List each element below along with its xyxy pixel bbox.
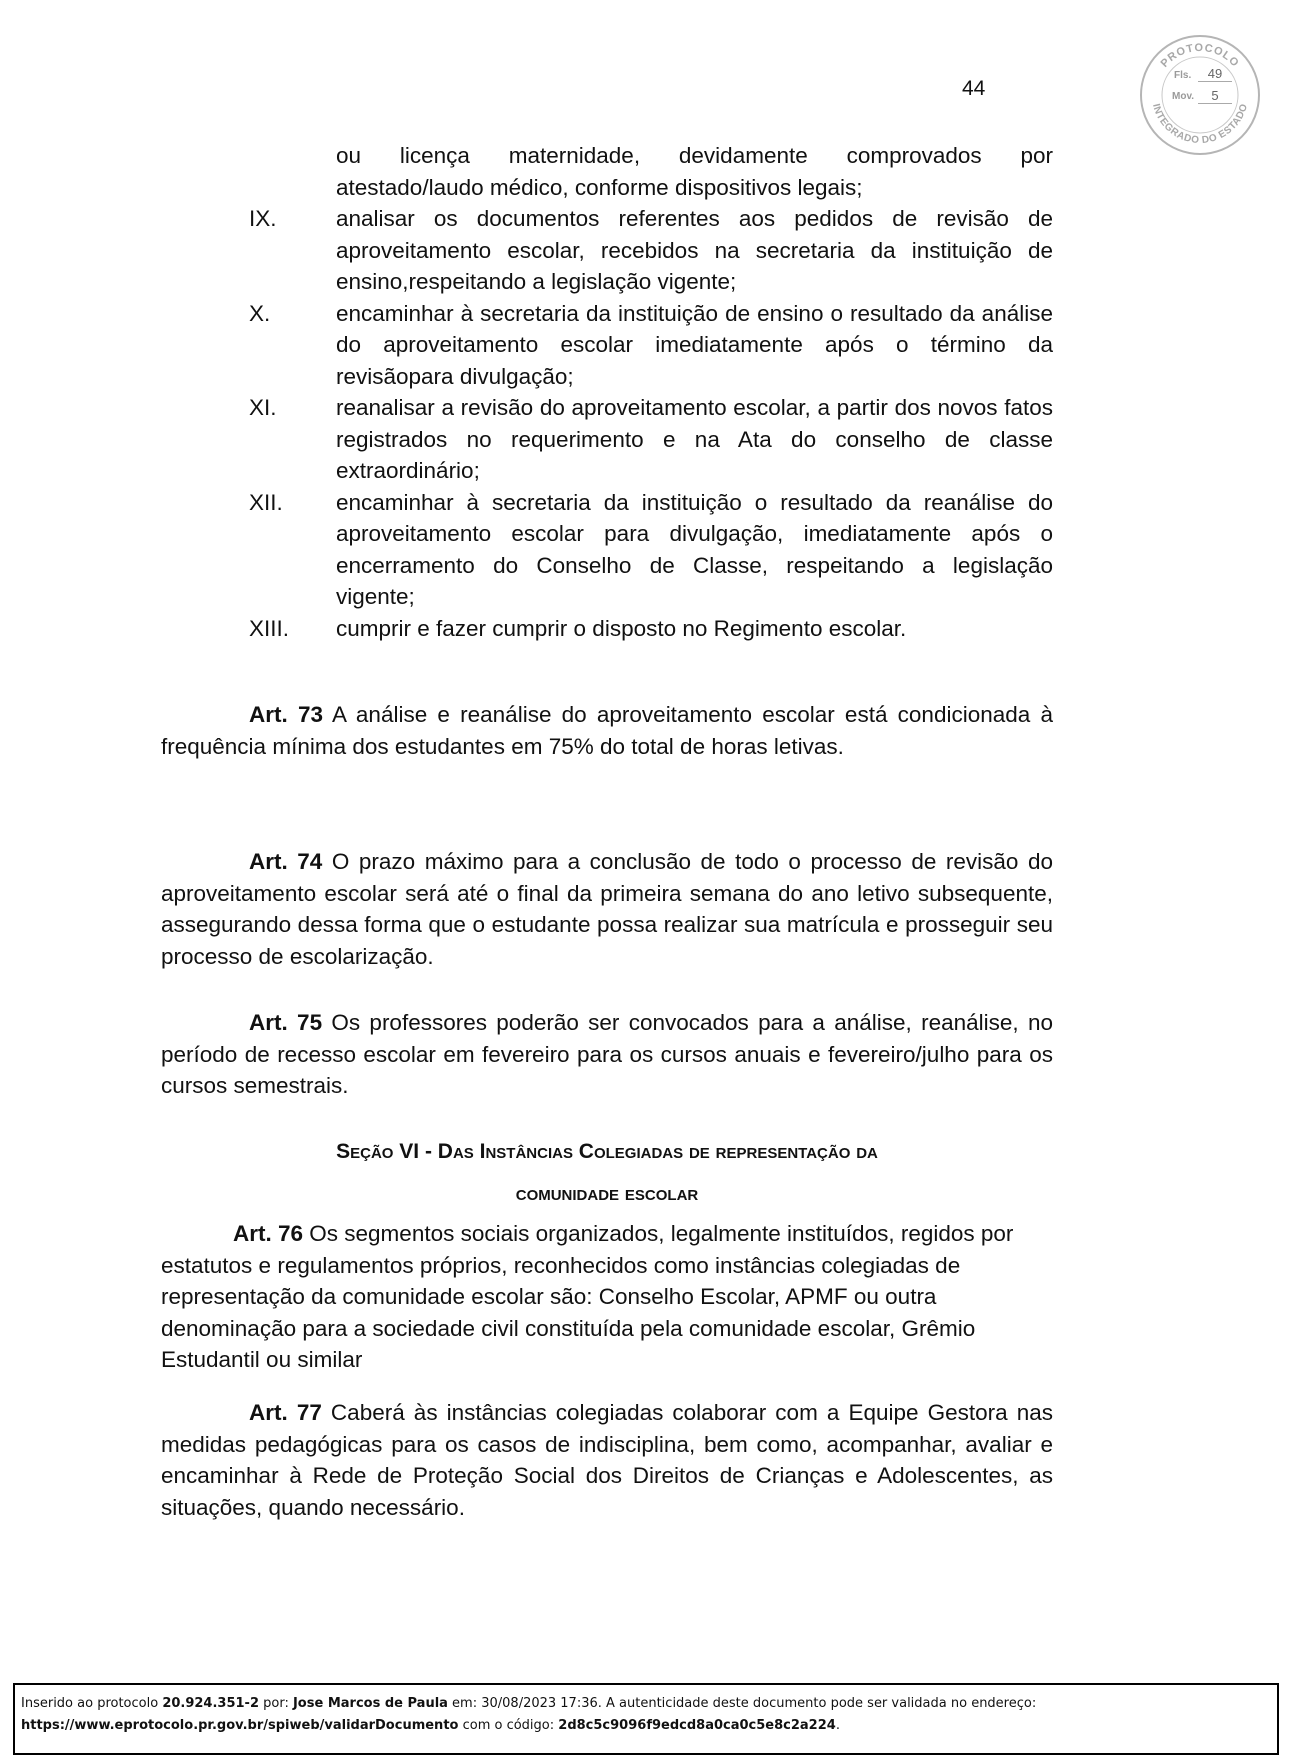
article-73 xyxy=(161,699,1053,762)
authentication-footer xyxy=(13,1683,1279,1755)
list-item-text: encaminhar à secretaria da instituição o resultado da reanálise do aproveitamento escolar para divulgação, imediatamente após o encerramento do Conselho de Classe, respeitando a legislação vigente; xyxy=(336,489,1053,609)
list-item-text: encaminhar à secretaria da instituição de ensino o resultado da análise do aproveitamento escolar imediatamente após o término da revisãopara divulgação; xyxy=(336,300,1053,389)
continuation-line-2: atestado/laudo médico, conforme dispositivos legais; xyxy=(336,174,863,200)
roman-numeral: XI. xyxy=(249,395,277,420)
section-heading-line-1: Seção VI - Das Instâncias Colegiadas de representação da xyxy=(336,1140,878,1163)
roman-numeral: XIII. xyxy=(249,615,290,641)
list-item-text: reanalisar a revisão do aproveitamento escolar, a partir dos novos fatos registrados no requerimento e na Ata do conselho de classe extraordinário; xyxy=(336,395,1053,483)
continuation-line-1: ou licença maternidade, devidamente comprovados por xyxy=(336,143,1053,168)
page-number: 44 xyxy=(962,77,986,100)
stamp-mov-value: 5 xyxy=(1198,88,1232,104)
article-label: Art. 76 xyxy=(233,1221,304,1246)
protocol-number: 20.924.351-2 xyxy=(162,1696,259,1711)
article-text: A análise e reanálise do aproveitamento escolar está condicionada à frequência mínima dos estudantes em 75% do total de horas letivas. xyxy=(161,702,1053,759)
list-item xyxy=(161,613,1053,645)
article-77 xyxy=(161,1397,1053,1523)
article-text: Os segmentos sociais organizados, legalmente instituídos, regidos por estatutos e regulamentos próprios, reconhecidos como instâncias colegiadas de representação da comunidade escolar são: Conselho Escolar, APMF ou outra denominação para a sociedade civil constituída pela comunidade escolar, Grêmio Estudantil ou similar xyxy=(161,1221,1014,1372)
article-label: Art. 77 xyxy=(249,1400,322,1425)
author-name: Jose Marcos de Paula xyxy=(292,1696,448,1711)
stamp-fls-label: Fls. xyxy=(1174,70,1192,81)
stamp-fls-value: 49 xyxy=(1198,66,1232,82)
validation-code: 2d8c5c9096f9edcd8a0ca0c5e8c2a224 xyxy=(558,1718,836,1733)
incisos-list xyxy=(161,140,1053,644)
article-74 xyxy=(161,846,1053,972)
article-text: Caberá às instâncias colegiadas colaborar com a Equipe Gestora nas medidas pedagógicas para os casos de indisciplina, bem como, acompanhar, avaliar e encaminhar à Rede de Proteção Social dos Direitos de Crianças e Adolescentes, as situações, quando necessário. xyxy=(161,1400,1053,1520)
article-text: O prazo máximo para a conclusão de todo o processo de revisão do aproveitamento escolar será até o final da primeira semana do ano letivo subsequente, assegurando dessa forma que o estudante possa realizar sua matrícula e prosseguir seu processo de escolarização. xyxy=(161,849,1054,969)
stamp-mov-label: Mov. xyxy=(1172,91,1195,102)
stamp-bottom-text: INTEGRADO DO ESTADO xyxy=(1150,102,1251,147)
stamp-top-text: PROTOCOLO xyxy=(1158,41,1242,70)
list-item-text: cumprir e fazer cumprir o disposto no Regimento escolar. xyxy=(336,615,907,641)
footer-line-2: https://www.eprotocolo.pr.gov.br/spiweb/validarDocumento com o código: 2d8c5c9096f9edcd8a0ca0c5e8c2a224. xyxy=(21,1718,840,1733)
roman-numeral: XII. xyxy=(249,489,283,515)
list-item xyxy=(161,487,1053,613)
article-label: Art. 73 xyxy=(249,702,323,727)
list-item-text: analisar os documentos referentes aos pedidos de revisão de aproveitamento escolar, recebidos na secretaria da instituição de ensino,respeitando a legislação vigente; xyxy=(336,206,1053,294)
section-heading-line-2: comunidade escolar xyxy=(515,1182,699,1205)
protocol-stamp xyxy=(1138,33,1262,157)
roman-numeral: X. xyxy=(249,300,271,326)
article-76 xyxy=(161,1218,1053,1376)
article-label: Art. 75 xyxy=(249,1010,323,1035)
list-item xyxy=(161,298,1053,393)
validation-url[interactable]: https://www.eprotocolo.pr.gov.br/spiweb/validarDocumento xyxy=(21,1718,459,1733)
list-item xyxy=(161,392,1053,487)
roman-numeral: IX. xyxy=(249,206,277,231)
list-item xyxy=(161,203,1053,298)
article-text: Os professores poderão ser convocados para a análise, reanálise, no período de recesso escolar em fevereiro para os cursos anuais e fevereiro/julho para os cursos semestrais. xyxy=(161,1010,1053,1098)
article-label: Art. 74 xyxy=(249,849,323,874)
article-75 xyxy=(161,1007,1053,1102)
footer-line-1: Inserido ao protocolo 20.924.351-2 por: Jose Marcos de Paula em: 30/08/2023 17:36. A autenticidade deste documento pode ser validada no endereço: xyxy=(21,1696,1037,1711)
